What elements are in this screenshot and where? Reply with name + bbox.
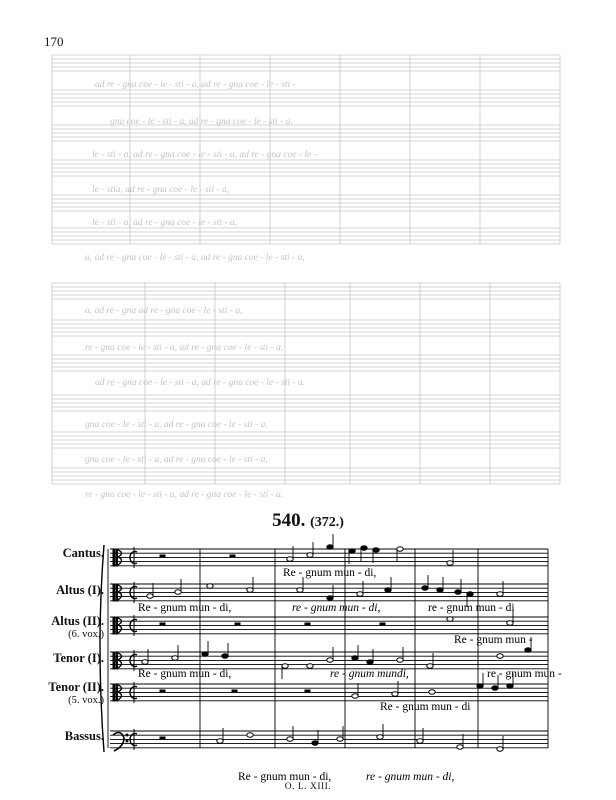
- voice-name: Tenor (I).: [53, 651, 104, 665]
- faded-lyric-3: le - sti - a, ad re - gna coe - le - sti - a, ad re - gna coe - le -: [92, 150, 317, 160]
- note-head: [437, 588, 443, 593]
- rest: [160, 690, 165, 692]
- bass-clef-icon: [126, 740, 128, 742]
- note-head: [497, 654, 503, 659]
- c-clef-icon: [113, 684, 115, 701]
- note-head: [287, 557, 293, 562]
- note-head: [497, 592, 503, 597]
- piece-number: 540.: [272, 510, 306, 531]
- lyric-bassus-a: Re - gnum mun - di,: [238, 771, 332, 783]
- note-head: [337, 737, 343, 742]
- note-head: [207, 584, 213, 589]
- note-head: [492, 686, 498, 691]
- note-head: [307, 553, 313, 558]
- system-bracket: [100, 545, 104, 752]
- voice-sub: (5. vox.): [68, 695, 104, 706]
- lyric-cantus: Re - gnum mun - di,: [283, 567, 377, 579]
- note-head: [507, 621, 513, 626]
- note-head: [217, 739, 223, 744]
- rest: [160, 623, 165, 625]
- footer-reference: O. L. XIII.: [284, 782, 332, 792]
- note-head: [247, 733, 253, 738]
- note-head: [357, 592, 363, 597]
- note-head: [287, 737, 293, 742]
- note-head: [507, 684, 513, 689]
- note-head: [455, 590, 461, 595]
- note-head: [377, 735, 383, 740]
- rest: [232, 690, 237, 692]
- faded-lyric-5: le - sti - a, ad re - gna coe - le - sti - a,: [92, 218, 238, 228]
- note-head: [349, 549, 355, 554]
- lyric-tenor2: Re - gnum mun - di: [380, 701, 471, 713]
- note-head: [175, 590, 181, 595]
- lyric-tenor1-c: re - gnum mun -: [487, 668, 562, 680]
- lyric-bassus-b: re - gnum mun - di,: [366, 771, 455, 783]
- faded-lyric-11: gna coe - le - sti - a, ad re - gna coe - le - sti - a,: [85, 455, 268, 465]
- c-clef-icon: [113, 584, 115, 601]
- faded-lyric-7: a, ad re - gna ad re - gna coe - le - sti - a,: [85, 306, 243, 316]
- note-head: [312, 741, 318, 746]
- c-clef-icon: [113, 652, 115, 669]
- note-head: [397, 547, 403, 552]
- lyric-altus1-c: re - gnum mun - di: [428, 602, 515, 614]
- rest: [380, 623, 385, 625]
- note-head: [307, 664, 313, 669]
- rest: [160, 737, 165, 739]
- note-head: [327, 596, 333, 601]
- rest: [235, 623, 240, 625]
- voice-name: Tenor (II).: [48, 680, 104, 694]
- note-head: [392, 692, 398, 697]
- voice-name: Altus (I).: [56, 583, 104, 597]
- c-clef-icon: [117, 652, 118, 669]
- lyric-altus2: Re - gnum mun -: [454, 634, 533, 646]
- c-clef-icon: [117, 584, 118, 601]
- note-head: [247, 588, 253, 593]
- faded-lyric-1: ad re - gna coe - le - sti - a, ad re - gna coe - le - sti -: [95, 80, 296, 90]
- note-head: [222, 654, 228, 659]
- note-head: [427, 664, 433, 669]
- note-head: [477, 684, 483, 689]
- c-clef-icon: [117, 684, 118, 701]
- faded-lyric-4: le - stia, ad re - gna coe - le - sti - a,: [92, 185, 230, 195]
- note-head: [457, 745, 463, 750]
- note-head: [367, 660, 373, 665]
- note-head: [447, 617, 453, 622]
- note-head: [497, 747, 503, 752]
- lyric-tenor1-b: re - gnum mundi,: [330, 668, 409, 680]
- note-head: [202, 652, 208, 657]
- note-head: [397, 658, 403, 663]
- bass-clef-icon: [126, 734, 128, 736]
- note-head: [172, 656, 178, 661]
- note-head: [417, 739, 423, 744]
- note-head: [525, 648, 531, 653]
- faded-lyric-9: ad re - gna coe - le - sti - a, ad re - gna coe - le - sti - a.: [95, 378, 306, 388]
- note-head: [447, 561, 453, 566]
- note-head: [422, 586, 428, 591]
- faded-lyric-8: re - gna coe - le - sti - a, ad re - gna coe - le - sti - a,: [85, 343, 284, 353]
- c-clef-icon: [117, 549, 118, 566]
- note-head: [352, 694, 358, 699]
- note-head: [385, 588, 391, 593]
- note-head: [361, 546, 367, 551]
- note-head: [142, 660, 148, 665]
- page-number: 170: [44, 34, 64, 49]
- note-head: [352, 656, 358, 661]
- note-head: [429, 690, 435, 695]
- rest: [230, 555, 235, 557]
- rest: [305, 623, 310, 625]
- c-clef-icon: [113, 617, 115, 634]
- faded-lyric-10: gna coe - le - sti - a, ad re - gna coe - le - sti - a,: [85, 420, 268, 430]
- note-head: [327, 545, 333, 550]
- note-head: [467, 592, 473, 597]
- piece-reference: (372.): [310, 515, 344, 530]
- voice-name: Altus (II).: [51, 614, 104, 628]
- rest: [160, 555, 165, 557]
- note-head: [373, 548, 379, 553]
- lyric-altus1-a: Re - gnum mun - di,: [138, 602, 232, 614]
- faded-lyric-2: gna coe - le - sti - a, ad re - gna coe - le - sti - a,: [110, 117, 293, 127]
- lyric-tenor1-a: Re - gnum mun - di,: [138, 668, 232, 680]
- voice-name: Cantus.: [62, 546, 104, 560]
- c-clef-icon: [117, 617, 118, 634]
- voice-name: Bassus.: [64, 729, 104, 743]
- note-head: [327, 658, 333, 663]
- lyric-altus1-b: re - gnum mun - di,: [292, 602, 381, 614]
- faded-lyric-6: a, ad re - gna coe - le - sti - a, ad re - gna coe - le - sti - a,: [85, 253, 305, 263]
- note-head: [282, 664, 288, 669]
- c-clef-icon: [113, 549, 115, 566]
- faded-lyric-12: re - gna coe - le - sti - a, ad re - gna coe - le - sti - a.: [85, 490, 284, 500]
- rest: [305, 690, 310, 692]
- note-head: [147, 594, 153, 599]
- voice-sub: (6. vox.): [68, 629, 104, 640]
- note-head: [297, 588, 303, 593]
